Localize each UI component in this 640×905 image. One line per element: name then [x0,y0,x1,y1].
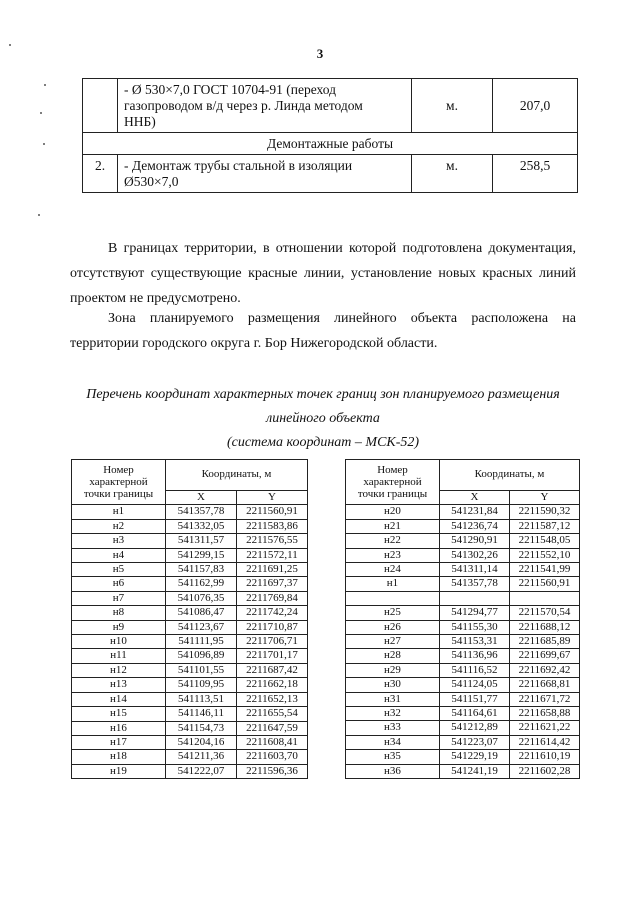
y-header: Y [510,491,580,505]
point-number-cell: н25 [346,606,440,620]
y-coordinate-cell: 2211614,42 [510,735,580,749]
y-coordinate-cell: 2211685,89 [510,635,580,649]
y-coordinate-cell: 2211697,37 [237,577,308,591]
point-number-cell: н19 [72,764,166,778]
point-number-cell: н29 [346,663,440,677]
y-coordinate-cell: 2211655,54 [237,707,308,721]
x-coordinate-cell: 541109,95 [166,678,237,692]
coordinate-row [346,735,580,749]
coordinates-header: Координаты, м [166,460,308,491]
point-number-cell: н35 [346,750,440,764]
point-number-cell: н27 [346,635,440,649]
header-line: Номер [377,464,408,477]
x-coordinate-cell: 541136,96 [440,649,510,663]
point-number-cell: н9 [72,620,166,634]
y-coordinate-cell: 2211706,71 [237,635,308,649]
coordinate-row [72,577,308,591]
point-number-cell: н15 [72,707,166,721]
x-coordinate-cell: 541153,31 [440,635,510,649]
y-coordinate-cell: 2211671,72 [510,692,580,706]
coordinate-row [72,678,308,692]
scan-speck [44,84,46,86]
x-coordinate-cell: 541086,47 [166,606,237,620]
y-coordinate-cell: 2211587,12 [510,519,580,533]
x-coordinate-cell: 541332,05 [166,519,237,533]
header-line: Номер [103,464,134,477]
coordinates-table-left [71,459,308,779]
point-number-cell: н32 [346,707,440,721]
coordinate-row [346,764,580,778]
y-coordinate-cell: 2211576,55 [237,534,308,548]
value-cell: 258,5 [493,155,578,193]
point-number-header [346,460,440,505]
coordinate-row [346,692,580,706]
x-coordinate-cell: 541302,26 [440,548,510,562]
y-coordinate-cell: 2211590,32 [510,505,580,519]
point-number-cell: н30 [346,678,440,692]
coordinate-row [346,649,580,663]
point-number-cell: н13 [72,678,166,692]
coordinate-row [72,548,308,562]
coordinate-row [346,505,580,519]
point-number-cell: н18 [72,750,166,764]
coords-system: (система координат – МСК-52) [226,435,420,450]
point-number-cell: н36 [346,764,440,778]
x-coordinate-cell: 541229,19 [440,750,510,764]
x-coordinate-cell: 541157,83 [166,563,237,577]
y-coordinate-cell: 2211647,59 [237,721,308,735]
header-line: точки границы [83,488,154,501]
description-line: газопроводом в/д через р. Линда методом [124,98,363,113]
coordinate-row [346,606,580,620]
y-coordinate-cell: 2211603,70 [237,750,308,764]
x-header: X [166,491,237,505]
unit-cell: м. [412,155,493,193]
point-number-cell: н14 [72,692,166,706]
scan-speck [9,44,11,46]
works-row [83,155,578,193]
y-coordinate-cell: 2211548,05 [510,534,580,548]
description-line: ННБ) [124,114,156,129]
point-number-cell: н12 [72,663,166,677]
unit-cell: м. [412,79,493,133]
point-number-cell: н3 [72,534,166,548]
y-coordinate-cell: 2211687,42 [237,663,308,677]
point-number-cell: н1 [72,505,166,519]
coordinate-row [72,505,308,519]
y-coordinate-cell: 2211560,91 [510,577,580,591]
description-line: - Демонтаж трубы стальной в изоляции [124,158,353,173]
y-coordinate-cell: 2211699,67 [510,649,580,663]
point-number-cell: н24 [346,563,440,577]
point-number-cell: н16 [72,721,166,735]
point-number-cell: н1 [346,577,440,591]
y-coordinate-cell: 2211742,24 [237,606,308,620]
x-coordinate-cell: 541311,14 [440,563,510,577]
coordinate-row [346,591,580,605]
work-description [118,155,412,193]
header-line: характерной [89,476,148,489]
scan-speck [38,214,40,216]
row-number: 2. [83,155,118,193]
x-coordinate-cell: 541222,07 [166,764,237,778]
coordinate-row [346,663,580,677]
coordinate-row [346,548,580,562]
coordinate-row [72,534,308,548]
scan-speck [43,143,45,145]
coordinate-row [72,692,308,706]
value-cell: 207,0 [493,79,578,133]
work-description [118,79,412,133]
y-coordinate-cell [510,591,580,605]
coordinate-row [72,721,308,735]
y-coordinate-cell: 2211570,54 [510,606,580,620]
point-number-cell: н10 [72,635,166,649]
point-number-cell: н5 [72,563,166,577]
x-coordinate-cell: 541154,73 [166,721,237,735]
point-number-cell: н8 [72,606,166,620]
x-coordinate-cell: 541357,78 [166,505,237,519]
coordinate-row [346,721,580,735]
section-title: Демонтажные работы [83,133,578,155]
point-number-cell: н20 [346,505,440,519]
x-coordinate-cell: 541123,67 [166,620,237,634]
y-coordinate-cell: 2211769,84 [237,591,308,605]
page-number: 3 [316,46,324,61]
coordinate-row [72,764,308,778]
scan-speck [40,112,42,114]
point-number-cell: н26 [346,620,440,634]
x-coordinate-cell: 541155,30 [440,620,510,634]
x-coordinate-cell: 541096,89 [166,649,237,663]
section-row [83,133,578,155]
point-number-cell: н28 [346,649,440,663]
y-coordinate-cell: 2211688,12 [510,620,580,634]
coords-title: Перечень координат характерных точек границ зон планируемого размещения [86,387,560,402]
x-coordinate-cell: 541357,78 [440,577,510,591]
y-header: Y [237,491,308,505]
coordinate-row [346,534,580,548]
point-number-cell: н34 [346,735,440,749]
x-coordinate-cell: 541146,11 [166,707,237,721]
coords-title-continued: линейного объекта [266,411,380,426]
coordinate-row [346,678,580,692]
x-coordinate-cell: 541162,99 [166,577,237,591]
coordinate-row [346,707,580,721]
works-row [83,79,578,133]
x-coordinate-cell: 541294,77 [440,606,510,620]
y-coordinate-cell: 2211541,99 [510,563,580,577]
description-line: Ø530×7,0 [124,174,179,189]
coordinate-row [346,620,580,634]
y-coordinate-cell: 2211572,11 [237,548,308,562]
x-coordinate-cell: 541204,16 [166,735,237,749]
y-coordinate-cell: 2211701,17 [237,649,308,663]
y-coordinate-cell: 2211652,13 [237,692,308,706]
coordinate-row [72,663,308,677]
x-coordinate-cell: 541124,05 [440,678,510,692]
coordinate-row [72,519,308,533]
header-line: точки границы [357,488,428,501]
works-table [82,78,578,193]
x-coordinate-cell: 541299,15 [166,548,237,562]
y-coordinate-cell: 2211596,36 [237,764,308,778]
coordinate-row [72,707,308,721]
coordinate-row [346,519,580,533]
point-number-cell: н23 [346,548,440,562]
x-coordinate-cell: 541076,35 [166,591,237,605]
point-number-cell: н11 [72,649,166,663]
paragraph-zone-location: Зона планируемого размещения линейного объекта расположена на территории городского округа г. Бор Нижегородской области. [70,311,576,351]
x-coordinate-cell: 541113,51 [166,692,237,706]
x-coordinate-cell: 541116,52 [440,663,510,677]
header-line: характерной [363,476,422,489]
coordinate-row [72,563,308,577]
x-coordinate-cell: 541236,74 [440,519,510,533]
x-coordinate-cell: 541231,84 [440,505,510,519]
x-header: X [440,491,510,505]
point-number-cell: н33 [346,721,440,735]
point-number-cell: н6 [72,577,166,591]
coordinate-row [72,735,308,749]
y-coordinate-cell: 2211621,22 [510,721,580,735]
point-number-cell: н21 [346,519,440,533]
x-coordinate-cell: 541311,57 [166,534,237,548]
coordinate-row [346,577,580,591]
y-coordinate-cell: 2211552,10 [510,548,580,562]
coordinate-row [346,750,580,764]
x-coordinate-cell: 541241,19 [440,764,510,778]
x-coordinate-cell [440,591,510,605]
y-coordinate-cell: 2211610,19 [510,750,580,764]
paragraph-red-lines: В границах территории, в отношении которой подготовлена документация, отсутствуют существующие красные линии, установление новых красных линий проектом не предусмотрено. [70,241,576,306]
y-coordinate-cell: 2211602,28 [510,764,580,778]
x-coordinate-cell: 541111,95 [166,635,237,649]
point-number-cell: н2 [72,519,166,533]
point-number-cell [346,591,440,605]
x-coordinate-cell: 541212,89 [440,721,510,735]
x-coordinate-cell: 541164,61 [440,707,510,721]
coordinates-table-right [345,459,580,779]
coordinate-row [72,635,308,649]
y-coordinate-cell: 2211691,25 [237,563,308,577]
point-number-cell: н31 [346,692,440,706]
x-coordinate-cell: 541101,55 [166,663,237,677]
coordinate-row [346,563,580,577]
y-coordinate-cell: 2211662,18 [237,678,308,692]
y-coordinate-cell: 2211692,42 [510,663,580,677]
point-number-cell: н4 [72,548,166,562]
x-coordinate-cell: 541223,07 [440,735,510,749]
x-coordinate-cell: 541290,91 [440,534,510,548]
y-coordinate-cell: 2211710,87 [237,620,308,634]
coordinate-row [72,606,308,620]
point-number-cell: н22 [346,534,440,548]
y-coordinate-cell: 2211560,91 [237,505,308,519]
coordinate-row [72,750,308,764]
point-number-header [72,460,166,505]
coordinate-row [346,635,580,649]
y-coordinate-cell: 2211658,88 [510,707,580,721]
x-coordinate-cell: 541211,36 [166,750,237,764]
y-coordinate-cell: 2211583,86 [237,519,308,533]
y-coordinate-cell: 2211668,81 [510,678,580,692]
coordinate-row [72,591,308,605]
x-coordinate-cell: 541151,77 [440,692,510,706]
coordinate-row [72,620,308,634]
coordinates-header: Координаты, м [440,460,580,491]
point-number-cell: н7 [72,591,166,605]
point-number-cell: н17 [72,735,166,749]
y-coordinate-cell: 2211608,41 [237,735,308,749]
row-number [83,79,118,133]
coordinate-row [72,649,308,663]
description-line: - Ø 530×7,0 ГОСТ 10704-91 (переход [124,82,336,97]
